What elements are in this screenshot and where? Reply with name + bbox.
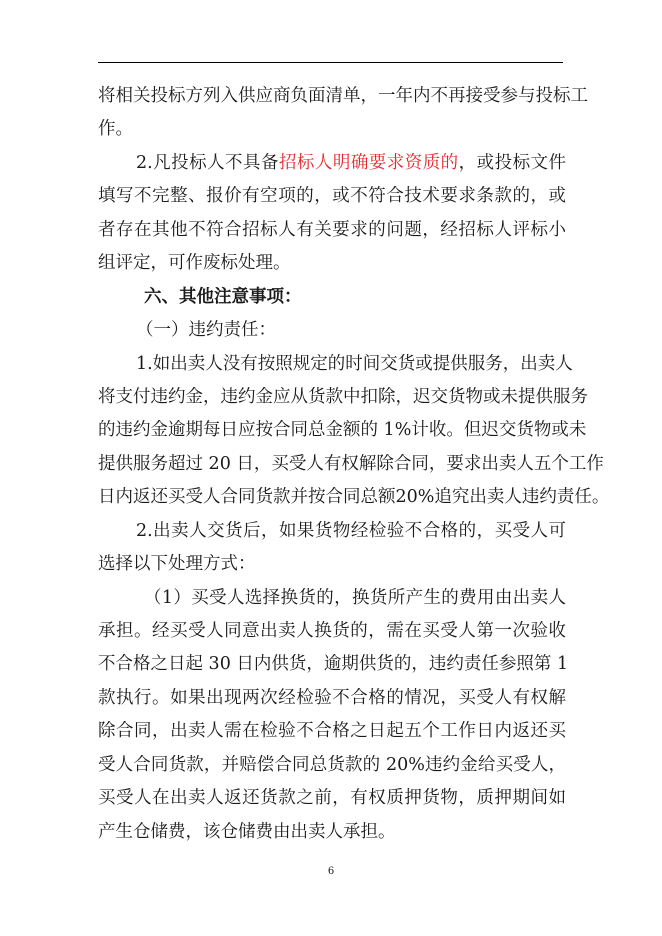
page-number: 6 (327, 866, 335, 877)
paragraph-line: 作。 (98, 119, 133, 140)
paragraph-line: 将支付违约金，违约金应从货款中扣除，迟交货物或未提供服务 (98, 386, 588, 407)
paragraph-line (98, 147, 566, 180)
paragraph-line: 产生仓储费，该仓储费由出卖人承担。 (98, 821, 396, 842)
paragraph-line: 者存在其他不符合招标人有关要求的问题，经招标人评标小 (98, 219, 566, 240)
subsection-heading: （一）违约责任： (136, 320, 276, 341)
paragraph-line: 2.出卖人交货后，如果货物经检验不合格的，买受人可 (136, 520, 566, 541)
paragraph-line: 提供服务超过 20 日，买受人有权解除合同，要求出卖人五个工作 (98, 453, 604, 474)
paragraph-line: 日内返还买受人合同货款并按合同总额20%追究出卖人违约责任。 (98, 487, 610, 508)
header-rule (98, 62, 563, 63)
paragraph-line: 买受人在出卖人返还货款之前，有权质押货物，质押期间如 (98, 788, 566, 809)
paragraph-line: 组评定，可作废标处理。 (98, 253, 291, 274)
paragraph-line: 填写不完整、报价有空项的，或不符合技术要求条款的，或 (98, 186, 566, 207)
paragraph-line: （1）买受人选择换货的，换货所产生的费用由出卖人 (144, 587, 566, 608)
paragraph-line: 受人合同货款，并赔偿合同总货款的 20%违约金给买受人， (98, 754, 566, 775)
paragraph-line: 将相关投标方列入供应商负面清单，一年内不再接受参与投标工 (98, 86, 588, 106)
text: 2.凡投标人不具备 (136, 152, 279, 173)
paragraph-line: 不合格之日起 30 日内供货，逾期供货的，违约责任参照第 1 (98, 654, 569, 675)
paragraph-line: 款执行。如果出现两次经检验不合格的情况，买受人有权解 (98, 687, 566, 708)
paragraph-line: 除合同，出卖人需在检验不合格之日起五个工作日内返还买 (98, 721, 566, 742)
paragraph-line: 的违约金逾期每日应按合同总金额的 1%计收。但迟交货物或未 (98, 420, 587, 441)
text: ，或投标文件 (458, 152, 567, 173)
document-body (98, 80, 610, 849)
paragraph-line: 承担。经买受人同意出卖人换货的，需在买受人第一次验收 (98, 621, 566, 641)
highlighted-text: 招标人明确要求资质的 (278, 152, 459, 173)
paragraph-line: 选择以下处理方式： (98, 554, 256, 575)
paragraph-line: 1.如出卖人没有按照规定的时间交货或提供服务，出卖人 (136, 353, 573, 374)
section-heading: 六、其他注意事项： (144, 286, 302, 307)
